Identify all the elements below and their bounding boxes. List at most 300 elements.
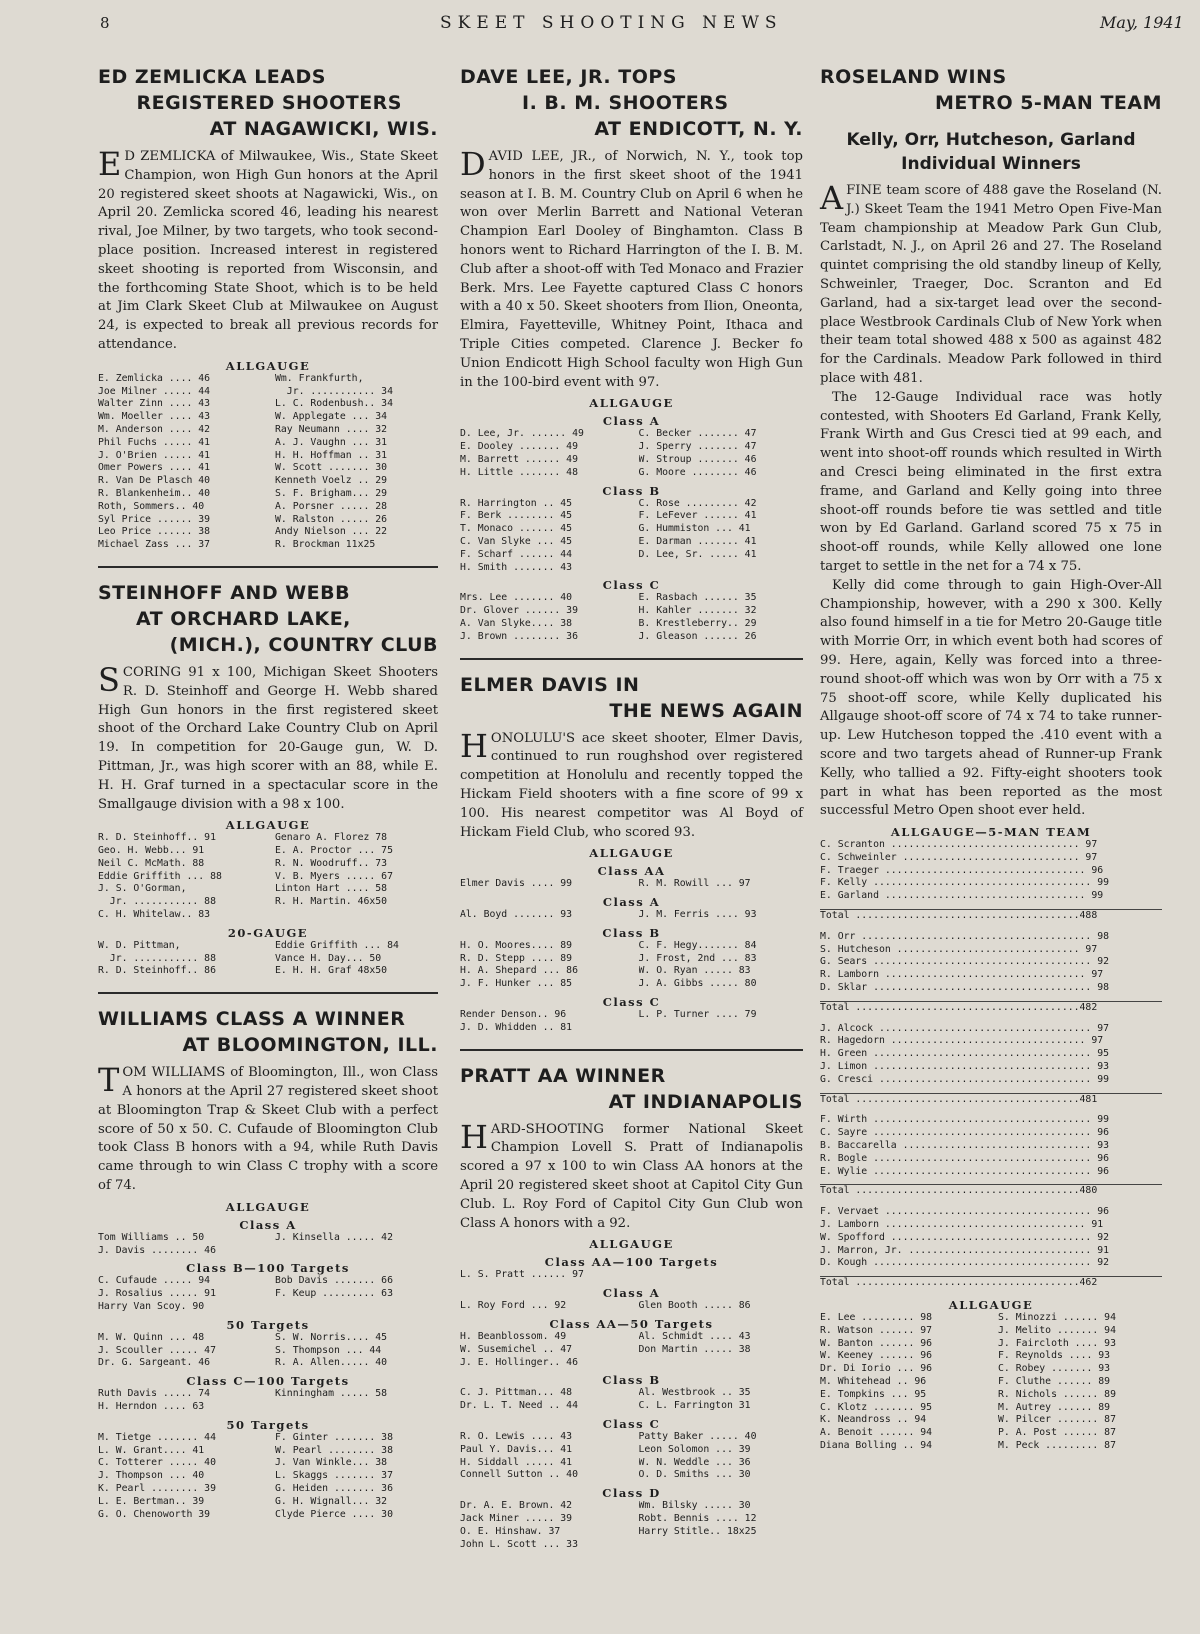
team-member-row: F. Wirth ..................................... 99 (820, 1114, 1110, 1126)
result-row: Omer Powers .... 41 (98, 462, 211, 474)
team-member-row: F. Traeger .................................. 96 (820, 864, 1104, 876)
result-row: M. Anderson .... 42 (98, 423, 211, 435)
result-row: Al. Westbrook .. 35 (638, 1387, 751, 1399)
result-row: J. Scouller ..... 47 (98, 1344, 216, 1356)
result-row: J. Faircloth .... 93 (998, 1337, 1116, 1349)
result-row: Al. Boyd ....... 93 (460, 909, 573, 921)
team-member-row: H. Green ..................................... 95 (820, 1048, 1110, 1060)
result-row: C. Van Slyke ... 45 (460, 535, 573, 547)
body-text: AVID LEE, JR., of Norwich, N. Y., took top honors in the first skeet shoot of the 1941 season at I. B. M. Country Club on April 6 when he won over Merlin Barrett and National Veteran Champion Earl Dooley of Binghamton. Class B honors went to Richard Harrington of the I. B. M. Club after a shoot-off with Ted Monaco and Frazier Berk. Mrs. Lee Fayette captured Class C honors with a 40 x 50. Skeet shooters from Ilion, Oneonta, Elmira, Fayetteville, Whitney Point, Ithaca and Triple Cities competed. Clarence J. Becker fo Union Endicott High School faculty won High Gun in the 100-bird event with 97. (460, 149, 803, 390)
team-member-row: W. Spofford .................................. 92 (820, 1231, 1110, 1243)
result-row: M. Barrett ...... 49 (460, 453, 578, 465)
article-body (98, 1061, 438, 1196)
result-row: E. H. H. Graf 48x50 (275, 965, 388, 977)
results-table (460, 1331, 803, 1369)
results-label: ALLGAUGE (589, 396, 674, 411)
subheadline-line: Kelly, Orr, Hutcheson, Garland (846, 130, 1136, 150)
headline-line: DAVE LEE, JR. TOPS (460, 66, 677, 88)
subheadline (820, 128, 1162, 176)
results-table (460, 1431, 803, 1482)
results-label: ALLGAUGE (589, 846, 674, 861)
result-row: G. H. Wignall... 32 (275, 1495, 388, 1507)
result-row: Roth, Sommers.. 40 (98, 500, 205, 512)
results-column (275, 1388, 438, 1414)
team-member-row: C. Schweinler .............................. 97 (820, 851, 1098, 863)
class-label: Class AA—100 Targets (544, 1255, 719, 1270)
article-body (98, 145, 438, 355)
result-row: R. H. Martin. 46x50 (275, 896, 388, 908)
results-column (639, 592, 804, 643)
team-results (820, 839, 1162, 1290)
result-row: Dr. Di Iorio ... 96 (820, 1363, 933, 1375)
article-zemlicka (98, 64, 438, 552)
results-column (460, 1500, 625, 1551)
team-member-row: J. Marron, Jr. ............................... 91 (820, 1244, 1110, 1256)
result-row: F. Ginter ....... 38 (275, 1431, 393, 1443)
results-label: ALLGAUGE (225, 818, 311, 833)
headline-line: AT ORCHARD LAKE, (136, 607, 351, 630)
team-member-row: J. Alcock .................................... 97 (820, 1022, 1110, 1034)
result-row: M. Autrey ...... 89 (998, 1401, 1111, 1413)
result-row: M. Peck ......... 87 (998, 1439, 1116, 1451)
result-row: J. Brown ........ 36 (460, 630, 578, 642)
publication-title: SKEET SHOOTING NEWS (440, 13, 783, 33)
result-row: C. Cufaude ..... 94 (98, 1275, 211, 1287)
results-column (639, 878, 804, 891)
class-label: 50 Targets (226, 1317, 310, 1332)
result-row: K. Pearl ........ 39 (98, 1483, 216, 1494)
result-row: Wm. Bilsky ..... 30 (638, 1500, 751, 1512)
result-row: Robt. Bennis .... 12 (638, 1513, 757, 1525)
result-row: J. Van Winkle... 38 (275, 1457, 388, 1469)
body-paragraph: Kelly did come through to gain High-Over-All Championship, however, with a 290 x 300. Kelly also found himself in a tie for Metro 20-Gauge title with Morrie Orr, in which event both had scores of 99. Here, again, Kelly was forced into a three-round shoot-off which was won by Orr with a 75 x 75 shoot-off score, while Kelly duplicated his Allgauge shoot-off score of 74 x 74 to take runner-up. Lew Hutcheson topped the .410 event with a score and two targets ahead of Runner-up Frank Kelly, who tallied a 92. Fifty-eight shooters took part in what has been reported as the most successful Metro Open shoot ever held. (820, 577, 1162, 819)
result-row: J. Gleason ...... 26 (638, 630, 757, 642)
result-row (275, 1301, 438, 1314)
result-row: F. Keup ......... 63 (275, 1288, 393, 1300)
result-row: R. D. Steinhoff.. 86 (98, 965, 216, 977)
result-row: Harry Van Scoy. 90 (98, 1301, 205, 1313)
result-row: L. Skaggs ....... 37 (275, 1470, 393, 1482)
result-row (275, 909, 438, 922)
result-row: Patty Baker ..... 40 (638, 1431, 757, 1443)
result-row: W. Ralston ..... 26 (275, 513, 388, 525)
results-column (820, 1312, 984, 1453)
results-column (275, 1432, 438, 1522)
results-column (460, 878, 625, 891)
results-column (98, 1332, 261, 1370)
headline-line: PRATT AA WINNER (460, 1064, 666, 1087)
result-row: John L. Scott ... 33 (460, 1538, 578, 1550)
result-row: L. W. Grant.... 41 (98, 1444, 205, 1456)
class-label: Class B (602, 1373, 661, 1388)
results-table (98, 1432, 438, 1522)
result-row: Jr. ........... 88 (98, 952, 216, 964)
article-lee (460, 64, 803, 644)
headline (460, 1063, 803, 1115)
class-label: Class A (602, 895, 661, 910)
result-row: Dr. A. E. Brown. 42 (460, 1500, 573, 1512)
column-middle (460, 64, 803, 1551)
class-label: Class B—100 Targets (186, 1261, 350, 1276)
team-block (820, 1206, 1162, 1290)
results-column (98, 373, 261, 552)
results-table (98, 373, 438, 552)
results-label: ALLGAUGE (589, 1237, 674, 1252)
result-row: H. O. Moores.... 89 (460, 939, 573, 951)
result-row: W. Susemichel .. 47 (460, 1343, 573, 1355)
result-row: W. Pilcer ....... 87 (998, 1414, 1116, 1426)
headline (820, 64, 1162, 116)
result-row: G. O. Chenoworth 39 (98, 1508, 211, 1520)
results-label: ALLGAUGE (225, 358, 311, 373)
result-row: A. J. Vaughn ... 31 (275, 436, 388, 448)
results-column (460, 428, 625, 479)
team-member-row: C. Sayre ..................................... 96 (820, 1127, 1110, 1139)
result-row: Harry Stitle.. 18x25 (638, 1525, 757, 1537)
class-label: 50 Targets (226, 1417, 310, 1432)
headline-line: ED ZEMLICKA LEADS (98, 66, 326, 88)
results-column (460, 1269, 625, 1282)
drop-cap: A (820, 179, 844, 217)
result-row: L. E. Bertman.. 39 (98, 1495, 205, 1507)
result-row: B. Krestleberry.. 29 (638, 617, 757, 629)
results-table (460, 1300, 803, 1313)
result-row: H. Herndon .... 63 (98, 1401, 205, 1413)
result-row: J. Davis ........ 46 (98, 1244, 216, 1256)
result-row: C. Klotz ....... 95 (820, 1401, 933, 1413)
headline-line: AT NAGAWICKI, WIS. (209, 118, 438, 140)
result-row: W. N. Weddle ... 36 (638, 1456, 751, 1468)
results-column (460, 498, 625, 575)
article-body (820, 179, 1162, 821)
team-member-row: J. Lamborn .................................. 91 (820, 1219, 1104, 1231)
result-row: Connell Sutton .. 40 (460, 1469, 578, 1481)
result-row: D. Lee, Sr. ..... 41 (638, 548, 757, 560)
team-member-row: R. Lamborn .................................. 97 (820, 969, 1104, 981)
result-row: R. Nichols ...... 89 (998, 1388, 1116, 1400)
drop-cap: E (98, 145, 122, 183)
class-label: Class C (602, 578, 661, 593)
result-row: W. Scott ....... 30 (275, 462, 388, 474)
team-member-row: F. Kelly ..................................... 99 (820, 877, 1110, 889)
result-row: R. Blankenheim.. 40 (98, 487, 211, 499)
article-body (460, 1117, 803, 1234)
results-table (460, 878, 803, 891)
class-label: Class B (602, 925, 661, 940)
results-column (639, 1009, 804, 1035)
headline-line: AT INDIANAPOLIS (608, 1090, 803, 1113)
headline (460, 64, 803, 142)
result-row: Paul Y. Davis... 41 (460, 1443, 573, 1455)
divider (460, 658, 803, 660)
results-column (639, 909, 804, 922)
article-body (98, 660, 438, 814)
result-row (639, 1022, 804, 1035)
result-row: E. Dooley ....... 49 (460, 441, 578, 453)
results-column (460, 1431, 625, 1482)
team-block (820, 931, 1162, 1015)
team-member-row: C. Scranton ................................ 97 (820, 839, 1098, 851)
results-column (639, 1300, 804, 1313)
body-text: FINE team score of 488 gave the Roseland (N. J.) Skeet Team the 1941 Metro Open Five-Man Team championship at Meadow Park Gun Club, Carlstadt, N. J., on April 26 and 27. The Roseland quintet comprising the old standby lineup of Kelly, Schweinler, Traeger, Doc. Scranton and Ed Garland, had a six-target lead over the second-place Westbrook Cardinals Club of New York when their team total showed 488 x 500 as against 482 for the Cardinals. Meadow Park followed in third place with 481. (820, 183, 1162, 386)
article-pratt (460, 1063, 803, 1552)
results-column (98, 1388, 261, 1414)
result-row: K. Neandross .. 94 (820, 1414, 927, 1426)
result-row: Render Denson.. 96 (460, 1009, 567, 1021)
result-row: J. Rosalius ..... 91 (98, 1288, 216, 1300)
result-row: E. Zemlicka .... 46 (98, 372, 211, 384)
result-row: R. N. Woodruff.. 73 (275, 857, 388, 869)
result-row: Glen Booth ..... 86 (638, 1300, 751, 1312)
results-table (460, 940, 803, 991)
results-column (98, 1432, 261, 1522)
results-table (460, 1009, 803, 1035)
team-total: Total ......................................482 (820, 1001, 1162, 1015)
result-row: W. Banton ...... 96 (820, 1337, 933, 1349)
result-row: E. A. Proctor ... 75 (275, 845, 393, 857)
result-row: J. A. Gibbs ..... 80 (638, 978, 757, 990)
result-row: R. Watson ...... 97 (820, 1324, 933, 1336)
result-row: W. Keeney ...... 96 (820, 1350, 933, 1362)
result-row: C. Robey ....... 93 (998, 1363, 1111, 1375)
result-row: S. F. Brigham... 29 (275, 487, 388, 499)
results-column (639, 498, 804, 575)
team-block (820, 1114, 1162, 1198)
team-member-row: D. Kough ..................................... 92 (820, 1257, 1110, 1269)
result-row: Ruth Davis ..... 74 (98, 1388, 211, 1400)
results-column (460, 1300, 625, 1313)
results-column (98, 1275, 261, 1313)
result-row: Elmer Davis .... 99 (460, 878, 573, 890)
subheadline-line: Individual Winners (901, 154, 1081, 174)
result-row: F. Scharf ...... 44 (460, 548, 573, 560)
result-row: Tom Williams .. 50 (98, 1231, 205, 1243)
result-row: Geo. H. Webb... 91 (98, 845, 205, 857)
result-row: Walter Zinn .... 43 (98, 398, 211, 410)
results-column (998, 1312, 1162, 1453)
results-column (639, 940, 804, 991)
result-row: O. E. Hinshaw. 37 (460, 1525, 561, 1537)
result-row: Bob Davis ....... 66 (275, 1275, 393, 1287)
headline-line: (MICH.), COUNTRY CLUB (169, 633, 438, 656)
headline-line: ELMER DAVIS IN (460, 673, 640, 696)
team-member-row: D. Sklar ..................................... 98 (820, 982, 1110, 994)
results-column (275, 1232, 438, 1258)
headline-line: THE NEWS AGAIN (609, 699, 803, 722)
result-row: Kenneth Voelz .. 29 (275, 475, 388, 487)
divider (98, 566, 438, 568)
result-row: Don Martin ..... 38 (638, 1343, 751, 1355)
divider (98, 992, 438, 994)
result-row: J. Sperry ....... 47 (638, 441, 757, 453)
results-column (98, 940, 261, 978)
result-row: Syl Price ...... 39 (98, 513, 211, 525)
result-row: L. P. Turner .... 79 (638, 1009, 757, 1021)
headline-line: METRO 5-MAN TEAM (934, 92, 1162, 114)
page-header (0, 0, 1200, 44)
result-row: Clyde Pierce .... 30 (275, 1508, 393, 1520)
class-label: Class A (602, 414, 661, 429)
article-williams (98, 1006, 438, 1521)
drop-cap: D (460, 145, 486, 183)
result-row: V. B. Myers ..... 67 (275, 870, 393, 882)
article-steinhoff (98, 580, 438, 978)
result-row: F. LeFever ...... 41 (638, 510, 757, 522)
result-row: J. F. Hunker ... 85 (460, 978, 573, 990)
team-block (820, 1023, 1162, 1107)
results-table (98, 940, 438, 978)
result-row: G. Moore ........ 46 (638, 466, 757, 478)
body-text: ONOLULU'S ace skeet shooter, Elmer Davis, continued to run roughshod over registered competition at Honolulu and recently topped the Hickam Field shooters with a fine score of 99 x 100. His nearest competitor was Al Boyd of Hickam Field Club, who scored 93. (460, 730, 803, 840)
results-label: 20-GAUGE (227, 925, 309, 940)
class-label: Class AA (597, 864, 666, 879)
result-row: Genaro A. Florez 78 (275, 832, 388, 844)
class-label: Class C—100 Targets (186, 1374, 350, 1389)
result-row: J. O'Brien ..... 41 (98, 449, 211, 461)
team-member-row: F. Vervaet ................................... 96 (820, 1206, 1110, 1218)
results-table (460, 909, 803, 922)
result-row (639, 1539, 804, 1552)
result-row: J. E. Hollinger.. 46 (460, 1356, 578, 1368)
result-row: L. C. Rodenbush.. 34 (275, 398, 393, 410)
body-paragraph: The 12-Gauge Individual race was hotly contested, with Shooters Ed Garland, Frank Kelly, Frank Wirth and Gus Cresci tied at 99 each, and went into shoot-off rounds which resulted in Wirth and Cresci being eliminated in the first extra frame, and Garland and Kelly going into three shoot-off rounds before tie was settled and title won by Ed Garland. Garland scored 75 x 75 in shoot-off rounds, while Kelly allowed one lone target to settle in the net for a 74 x 75. (820, 389, 1162, 574)
article-roseland (820, 64, 1162, 1453)
drop-cap: H (460, 1117, 488, 1156)
result-row: J. Kinsella ..... 42 (275, 1231, 393, 1243)
result-row: H. Beanblossom. 49 (460, 1331, 567, 1343)
result-row (639, 562, 804, 575)
result-row: H. A. Shepard ... 86 (460, 965, 578, 977)
result-row: A. Van Slyke.... 38 (460, 617, 573, 629)
team-member-row: E. Garland .................................. 99 (820, 890, 1104, 902)
result-row: L. Roy Ford ... 92 (460, 1300, 567, 1312)
result-row: A. Porsner ..... 28 (275, 500, 388, 512)
results-table (98, 832, 438, 922)
team-total: Total ......................................481 (820, 1093, 1162, 1107)
team-member-row: R. Bogle ..................................... 96 (820, 1152, 1110, 1164)
results-table (460, 1387, 803, 1413)
results-column (275, 940, 438, 978)
result-row: R. D. Steinhoff.. 91 (98, 832, 216, 844)
result-row: C. J. Pittman... 48 (460, 1387, 573, 1399)
result-row: G. Heiden ....... 36 (275, 1483, 393, 1494)
results-table (460, 1500, 803, 1551)
results-table (460, 428, 803, 479)
body-text: D ZEMLICKA of Milwaukee, Wis., State Skeet Champion, won High Gun honors at the April 20 registered skeet shoots at Nagawicki, Wis., on April 20. Zemlicka scored 46, leading his nearest rival, Joe Milner, by two targets, who took second-place position. Increased interest in registered skeet shooting is reported from Wisconsin, and the forthcoming State Shoot, which is to be held at Jim Clark Skeet Club at Milwaukee on August 24, is expected to break all previous records for attendance. (98, 149, 438, 352)
result-row: T. Monaco ...... 45 (460, 523, 573, 535)
result-row: Leo Price ...... 38 (98, 526, 211, 538)
class-label: Class A (602, 1286, 661, 1301)
result-row (275, 1401, 438, 1414)
result-row: O. D. Smiths ... 30 (638, 1469, 751, 1481)
result-row: Dr. G. Sargeant. 46 (98, 1357, 211, 1369)
result-row: Dr. Glover ...... 39 (460, 605, 578, 617)
result-row: E. Tompkins ... 95 (820, 1388, 927, 1400)
team-total: Total ......................................462 (820, 1276, 1162, 1290)
result-row: W. O. Ryan ..... 83 (638, 965, 751, 977)
results-table (98, 1388, 438, 1414)
result-row (639, 1269, 804, 1282)
class-label: Class C (602, 1417, 661, 1432)
headline-line: AT ENDICOTT, N. Y. (594, 118, 803, 140)
result-row: C. H. Whitelaw.. 83 (98, 909, 211, 921)
results-column (639, 1331, 804, 1369)
result-row: Ray Neumann .... 32 (275, 423, 388, 435)
result-row: P. A. Post ...... 87 (998, 1427, 1116, 1439)
headline-line: STEINHOFF AND WEBB (98, 581, 351, 604)
headline (460, 672, 803, 724)
results-column (275, 1275, 438, 1313)
result-row (639, 1357, 804, 1370)
page-number: 8 (100, 14, 110, 32)
result-row: R. Brockman 11x25 (275, 539, 376, 551)
class-label: Class A (239, 1217, 297, 1232)
result-row: Neil C. McMath. 88 (98, 857, 205, 869)
class-label: Class C (602, 995, 661, 1010)
results-column (275, 1332, 438, 1370)
result-row: Diana Bolling .. 94 (820, 1439, 933, 1451)
team-member-row: G. Cresci .................................... 99 (820, 1073, 1110, 1085)
headline-line: ROSELAND WINS (820, 66, 1007, 88)
result-row: R. Harrington .. 45 (460, 497, 573, 509)
result-row: J. Melito ....... 94 (998, 1324, 1116, 1336)
results-column (639, 1387, 804, 1413)
result-row: R. A. Allen..... 40 (275, 1357, 388, 1369)
result-row: S. Thompson ... 44 (275, 1344, 382, 1356)
results-column (460, 592, 625, 643)
result-row: Wm. Frankfurth, (275, 372, 364, 384)
results-column (639, 1500, 804, 1551)
headline (98, 64, 438, 142)
headline-line: I. B. M. SHOOTERS (522, 92, 729, 114)
results-column (275, 373, 438, 552)
result-row: F. Cluthe ...... 89 (998, 1375, 1111, 1387)
body-text: CORING 91 x 100, Michigan Skeet Shooters R. D. Steinhoff and George H. Webb shared High Gun honors in the first registered skeet shoot of the Orchard Lake Country Club on April 19. In competition for 20-Gauge gun, W. D. Pittman, Jr., was high scorer with an 88, while E. H. H. Graf turned in a spectacular score in the Smallgauge division with a 98 x 100. (98, 664, 438, 812)
result-row: E. Lee ......... 98 (820, 1312, 933, 1323)
result-row: H. Kahler ....... 32 (638, 605, 757, 617)
result-row: R. D. Stepp .... 89 (460, 952, 573, 964)
results-column (460, 909, 625, 922)
result-row: J. S. O'Gorman, (98, 883, 187, 895)
result-row: J. Frost, 2nd ... 83 (638, 952, 757, 964)
results-table (98, 1232, 438, 1258)
result-row: S. W. Norris.... 45 (275, 1331, 388, 1343)
result-row: Al. Schmidt .... 43 (638, 1331, 751, 1343)
result-row: F. Reynolds .... 93 (998, 1350, 1111, 1362)
results-table (820, 1312, 1162, 1453)
results-column (275, 832, 438, 922)
result-row: C. Totterer ..... 40 (98, 1457, 216, 1469)
result-row: Joe Milner ..... 44 (98, 385, 211, 397)
result-row: Vance H. Day... 50 (275, 952, 382, 964)
headline-line: AT BLOOMINGTON, ILL. (182, 1034, 438, 1057)
result-row: J. Thompson ... 40 (98, 1470, 205, 1482)
result-row: Mrs. Lee ....... 40 (460, 592, 573, 604)
result-row: G. Hummiston ... 41 (638, 523, 751, 535)
drop-cap: S (98, 660, 120, 699)
result-row: H. Siddall ..... 41 (460, 1456, 573, 1468)
team-member-row: G. Sears ..................................... 92 (820, 956, 1110, 968)
result-row (275, 1245, 438, 1258)
result-row: H. Smith ....... 43 (460, 561, 573, 573)
result-row: M. Whitehead .. 96 (820, 1375, 927, 1387)
body-text: OM WILLIAMS of Bloomington, Ill., won Class A honors at the April 27 registered skeet shoot at Bloomington Trap & Skeet Club with a perfect score of 50 x 50. C. Cufaude of Bloomington Club took Class B honors with a 94, while Ruth Davis came through to win Class C trophy with a score of 74. (98, 1065, 438, 1194)
result-row: Andy Nielson ... 22 (275, 526, 388, 538)
results-column (98, 1232, 261, 1258)
results-table (460, 592, 803, 643)
result-row: W. Applegate ... 34 (275, 411, 388, 423)
issue-date: May, 1941 (1100, 13, 1184, 32)
